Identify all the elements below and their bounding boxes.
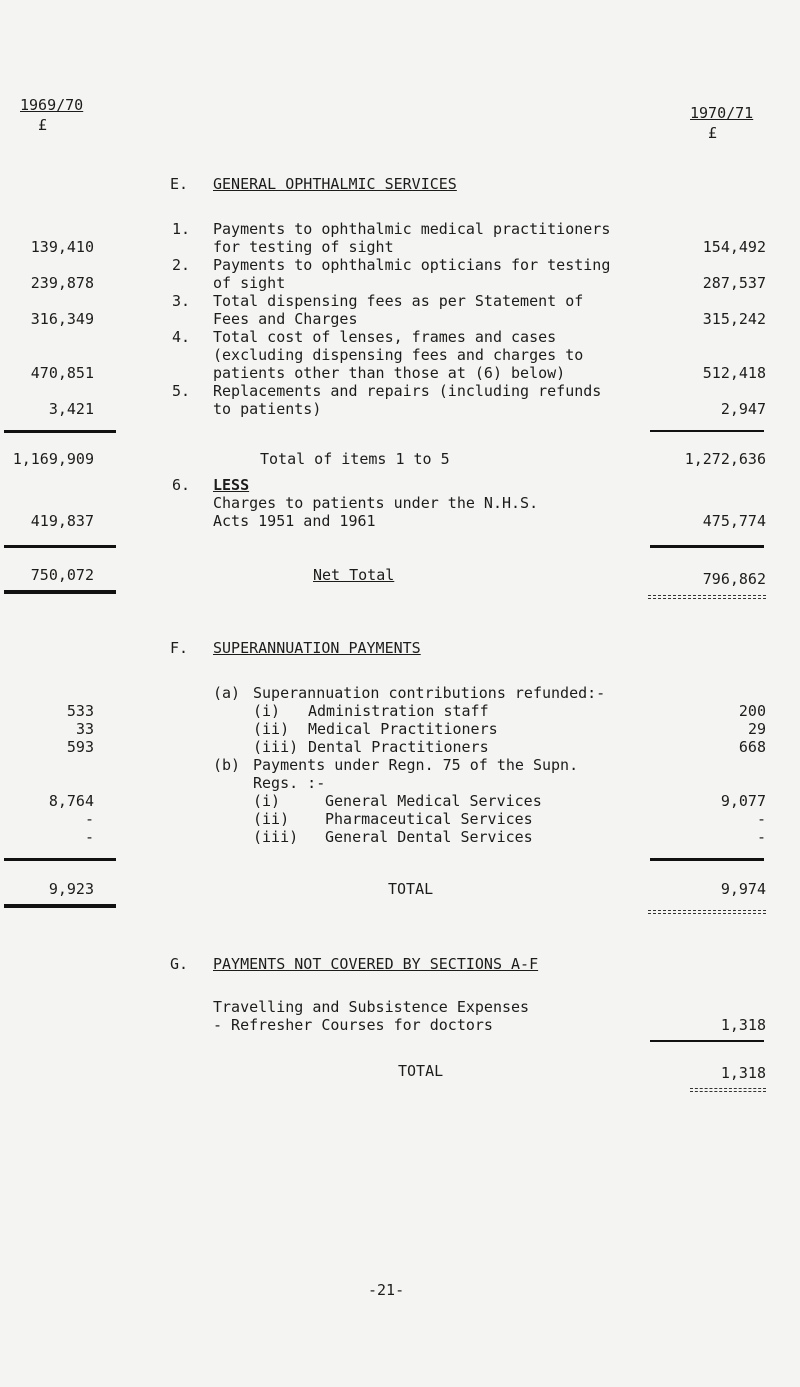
item-text: Fees and Charges (213, 310, 358, 328)
prev-amount: - (84, 828, 94, 846)
item-text: patients other than those at (6) below) (213, 364, 566, 382)
curr-amount: - (756, 828, 766, 846)
sub-item-label: Medical Practitioners (308, 720, 498, 738)
item-text: (excluding dispensing fees and charges to (213, 346, 584, 364)
item-text: for testing of sight (213, 238, 394, 256)
rule (650, 1040, 764, 1042)
section-e-letter: E. (170, 175, 189, 193)
section-g-text: Travelling and Subsistence Expenses (213, 998, 530, 1016)
item-text: Replacements and repairs (including refunds (213, 382, 602, 400)
item-number: 1. (172, 220, 191, 238)
curr-amount: 2,947 (720, 400, 766, 418)
sub-a-text: Superannuation contributions refunded:- (253, 684, 606, 702)
curr-total: 9,974 (720, 880, 766, 898)
left-currency: £ (38, 116, 48, 134)
rule (4, 904, 116, 908)
prev-amount: 593 (66, 738, 94, 756)
section-g-letter: G. (170, 955, 189, 973)
item-number: 5. (172, 382, 191, 400)
prev-amount: 3,421 (48, 400, 94, 418)
sub-b-text: Payments under Regn. 75 of the Supn. (253, 756, 579, 774)
curr-amount: 9,077 (720, 792, 766, 810)
less-text: Charges to patients under the N.H.S. (213, 494, 539, 512)
left-year-header: 1969/70 (20, 96, 84, 114)
curr-amount: 512,418 (702, 364, 766, 382)
sub-item-num: (iii) (253, 828, 299, 846)
item-text: Total cost of lenses, frames and cases (213, 328, 557, 346)
sub-item-num: (i) (253, 702, 281, 720)
section-f-total-label: TOTAL (388, 880, 434, 898)
rule (4, 858, 116, 861)
net-total-label: Net Total (313, 566, 395, 584)
item-text: Payments to ophthalmic medical practitioners (213, 220, 611, 238)
rule (650, 430, 764, 432)
curr-amount: 29 (747, 720, 766, 738)
page-number: -21- (368, 1281, 405, 1299)
curr-amount: 287,537 (702, 274, 766, 292)
section-g-text: - Refresher Courses for doctors (213, 1016, 493, 1034)
prev-total: 1,169,909 (12, 450, 94, 468)
sub-item-num: (i) (253, 792, 281, 810)
prev-amount: 8,764 (48, 792, 94, 810)
less-text: Acts 1951 and 1961 (213, 512, 376, 530)
curr-amount: 315,242 (702, 310, 766, 328)
rule (4, 590, 116, 594)
sub-item-label: General Dental Services (325, 828, 533, 846)
prev-amount: 470,851 (30, 364, 94, 382)
item-text: Payments to ophthalmic opticians for testing (213, 256, 611, 274)
item-text: Total dispensing fees as per Statement of (213, 292, 584, 310)
section-f-letter: F. (170, 639, 189, 657)
sub-item-num: (iii) (253, 738, 299, 756)
curr-total: 1,272,636 (684, 450, 766, 468)
right-year-header: 1970/71 (690, 104, 754, 122)
sub-a-label: (a) (213, 684, 241, 702)
section-g-title: PAYMENTS NOT COVERED BY SECTIONS A-F (213, 955, 539, 973)
prev-net-total: 750,072 (30, 566, 94, 584)
sub-b-text: Regs. :- (253, 774, 326, 792)
curr-amount: 154,492 (702, 238, 766, 256)
curr-total: 1,318 (720, 1064, 766, 1082)
sub-item-label: Administration staff (308, 702, 489, 720)
sub-item-label: Dental Practitioners (308, 738, 489, 756)
rule (650, 858, 764, 861)
double-rule (690, 1088, 766, 1092)
sub-item-num: (ii) (253, 810, 290, 828)
rule (650, 545, 764, 548)
sub-item-num: (ii) (253, 720, 290, 738)
item-number: 4. (172, 328, 191, 346)
double-rule (648, 910, 766, 914)
prev-total: 9,923 (48, 880, 94, 898)
right-currency: £ (708, 124, 718, 142)
item-number: 6. (172, 476, 191, 494)
rule (4, 545, 116, 548)
curr-amount: 668 (738, 738, 766, 756)
prev-amount: 239,878 (30, 274, 94, 292)
sub-item-label: Pharmaceutical Services (325, 810, 533, 828)
curr-net-total: 796,862 (702, 570, 766, 588)
curr-amount: 475,774 (702, 512, 766, 530)
prev-amount: 139,410 (30, 238, 94, 256)
less-label: LESS (213, 476, 250, 494)
rule (4, 430, 116, 433)
item-text: of sight (213, 274, 286, 292)
curr-amount: 1,318 (720, 1016, 766, 1034)
section-e-title: GENERAL OPHTHALMIC SERVICES (213, 175, 457, 193)
item-number: 2. (172, 256, 191, 274)
prev-amount: 316,349 (30, 310, 94, 328)
sub-b-label: (b) (213, 756, 241, 774)
sub-item-label: General Medical Services (325, 792, 542, 810)
double-rule (648, 595, 766, 599)
item-number: 3. (172, 292, 191, 310)
curr-amount: 200 (738, 702, 766, 720)
section-g-total-label: TOTAL (398, 1062, 444, 1080)
prev-amount: 533 (66, 702, 94, 720)
prev-amount: 33 (75, 720, 94, 738)
curr-amount: - (756, 810, 766, 828)
total-items-label: Total of items 1 to 5 (260, 450, 450, 468)
section-f-title: SUPERANNUATION PAYMENTS (213, 639, 421, 657)
item-text: to patients) (213, 400, 322, 418)
prev-amount: 419,837 (30, 512, 94, 530)
prev-amount: - (84, 810, 94, 828)
